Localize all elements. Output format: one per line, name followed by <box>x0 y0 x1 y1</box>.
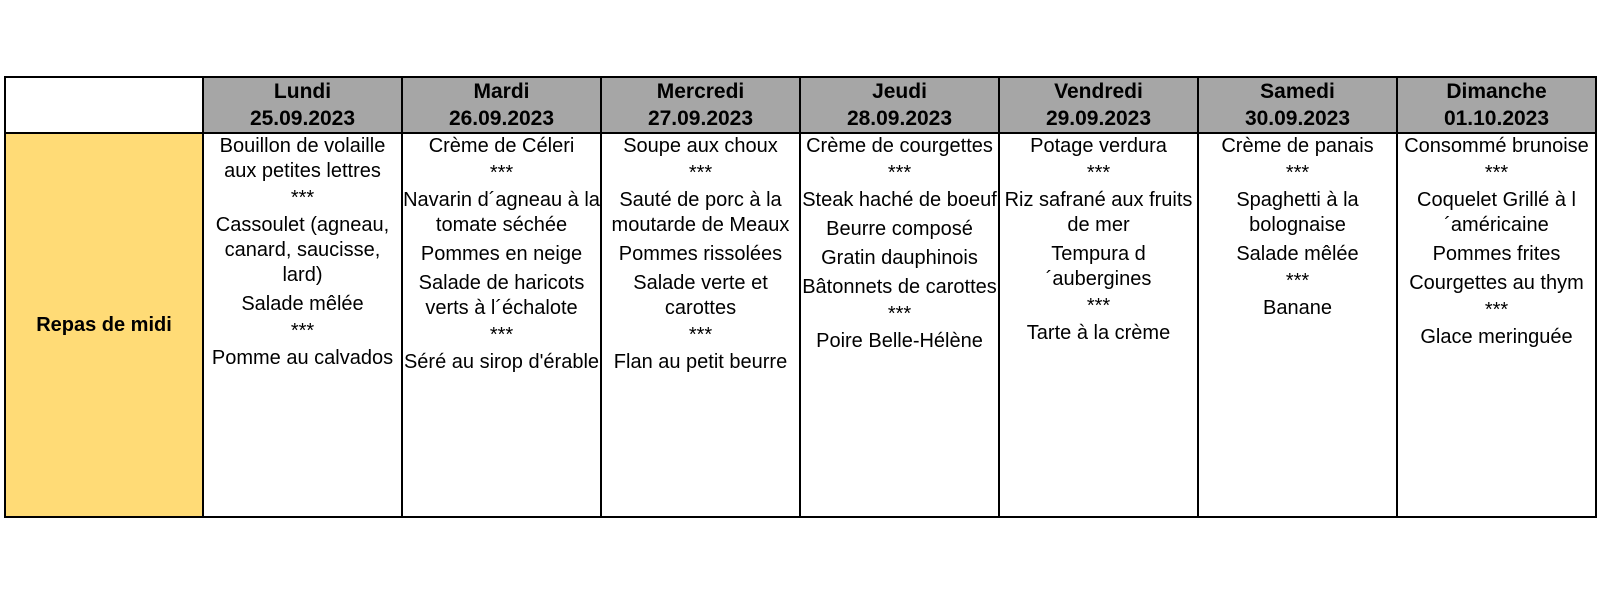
menu-item: Sauté de porc à la moutarde de Meaux <box>611 189 790 236</box>
row-label-lunch: Repas de midi <box>5 133 203 517</box>
menu-item: Salade verte et carottes <box>633 272 768 319</box>
menu-item: Séré au sirop d'érable <box>403 351 600 373</box>
day-name: Samedi <box>1260 80 1335 103</box>
corner-cell <box>5 77 203 133</box>
day-header-tuesday <box>402 77 601 133</box>
menu-item: Riz safrané aux fruits de mer <box>1004 189 1193 236</box>
menu-item: Courgettes au thym <box>1409 272 1584 294</box>
menu-item: Crème de panais <box>1221 135 1374 157</box>
day-name: Vendredi <box>1054 80 1143 103</box>
day-header-monday <box>203 77 402 133</box>
menu-item: Coquelet Grillé à l´américaine <box>1417 189 1576 236</box>
course-separator: *** <box>1285 162 1310 184</box>
course-separator: *** <box>688 324 713 346</box>
menu-item: Banane <box>1263 297 1332 319</box>
menu-item: Crème de Céleri <box>428 135 575 157</box>
day-date: 28.09.2023 <box>846 107 953 130</box>
menu-item: Salade de haricots verts à l´échalote <box>418 272 585 319</box>
day-name: Mardi <box>473 80 530 103</box>
course-separator: *** <box>1484 162 1509 184</box>
day-header-friday <box>999 77 1198 133</box>
menu-item: Glace meringuée <box>1420 326 1573 348</box>
menu-item: Gratin dauphinois <box>821 247 978 269</box>
menu-item: Soupe aux choux <box>623 135 778 157</box>
menu-item: Bouillon de volaille aux petites lettres <box>219 135 386 182</box>
day-date: 29.09.2023 <box>1045 107 1152 130</box>
menu-cell-sunday <box>1397 133 1596 517</box>
course-separator: *** <box>887 162 912 184</box>
day-header-wednesday <box>601 77 800 133</box>
menu-item: Bâtonnets de carottes <box>802 276 997 298</box>
menu-item: Potage verdura <box>1030 135 1167 157</box>
menu-item: Navarin d´agneau à la tomate séchée <box>403 189 600 236</box>
day-date: 30.09.2023 <box>1244 107 1351 130</box>
day-header-thursday <box>800 77 999 133</box>
menu-cell-saturday <box>1198 133 1397 517</box>
menu-item: Pommes rissolées <box>618 243 783 265</box>
day-name: Lundi <box>273 80 332 103</box>
course-separator: *** <box>887 303 912 325</box>
course-separator: *** <box>688 162 713 184</box>
lunch-row <box>5 133 1596 517</box>
day-date: 01.10.2023 <box>1443 107 1550 130</box>
day-name: Jeudi <box>872 80 927 103</box>
course-separator: *** <box>489 162 514 184</box>
menu-cell-friday <box>999 133 1198 517</box>
menu-item: Cassoulet (agneau, canard, saucisse, lard) <box>215 214 390 286</box>
day-date: 26.09.2023 <box>448 107 555 130</box>
header-row <box>5 77 1596 133</box>
menu-item: Beurre composé <box>826 218 973 240</box>
day-date: 27.09.2023 <box>647 107 754 130</box>
menu-item: Pommes en neige <box>420 243 583 265</box>
menu-cell-thursday <box>800 133 999 517</box>
menu-item: Steak haché de boeuf <box>802 189 997 211</box>
menu-item: Spaghetti à la bolognaise <box>1236 189 1359 236</box>
menu-item: Consommé brunoise <box>1404 135 1589 157</box>
weekly-menu-table <box>4 76 1597 518</box>
menu-item: Pommes frites <box>1432 243 1561 265</box>
menu-item: Poire Belle-Hélène <box>816 330 983 352</box>
menu-item: Salade mêlée <box>1236 243 1359 265</box>
menu-item: Flan au petit beurre <box>613 351 788 373</box>
course-separator: *** <box>290 320 315 342</box>
course-separator: *** <box>1086 162 1111 184</box>
course-separator: *** <box>489 324 514 346</box>
menu-cell-monday <box>203 133 402 517</box>
menu-item: Pomme au calvados <box>211 347 394 369</box>
menu-item: Tarte à la crème <box>1026 322 1171 344</box>
day-header-saturday <box>1198 77 1397 133</box>
course-separator: *** <box>1285 270 1310 292</box>
day-name: Mercredi <box>656 80 745 103</box>
day-name: Dimanche <box>1446 80 1547 103</box>
day-date: 25.09.2023 <box>249 107 356 130</box>
menu-item: Tempura d´aubergines <box>1045 243 1152 290</box>
course-separator: *** <box>1484 299 1509 321</box>
menu-item: Salade mêlée <box>241 293 364 315</box>
menu-cell-tuesday <box>402 133 601 517</box>
course-separator: *** <box>1086 295 1111 317</box>
menu-cell-wednesday <box>601 133 800 517</box>
course-separator: *** <box>290 187 315 209</box>
menu-item: Crème de courgettes <box>806 135 993 157</box>
day-header-sunday <box>1397 77 1596 133</box>
